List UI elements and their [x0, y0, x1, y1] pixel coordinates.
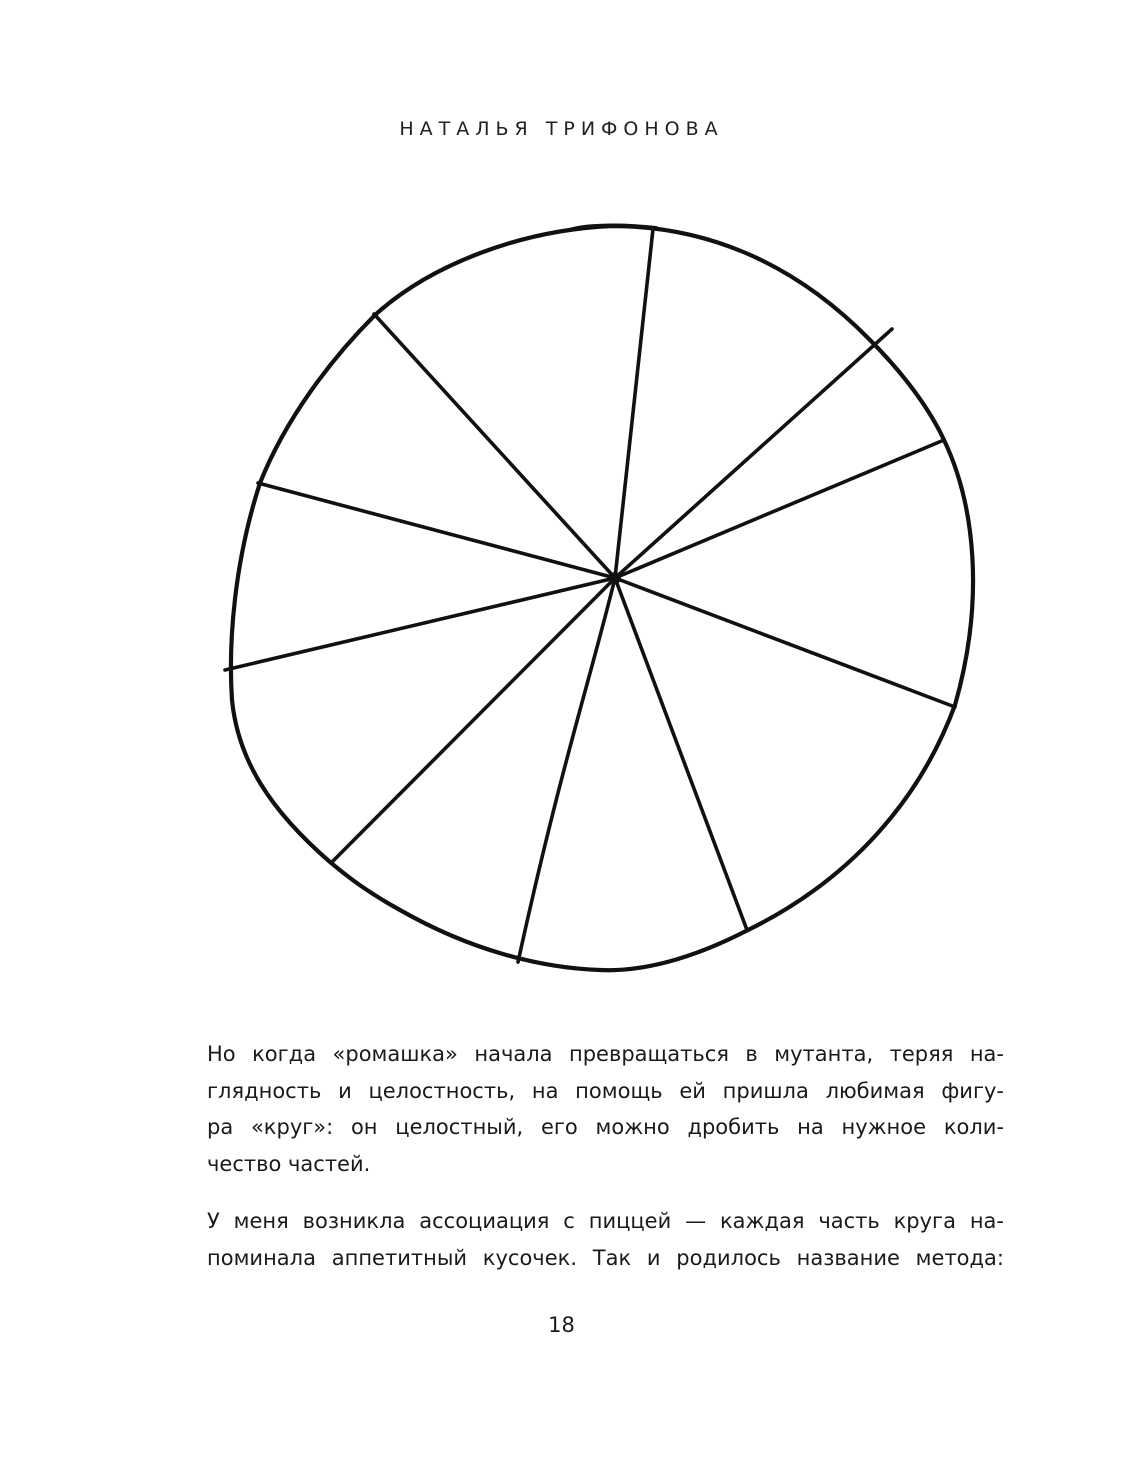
- spoke-top: [615, 229, 653, 578]
- paragraph-line: чество частей.: [207, 1151, 371, 1176]
- paragraph-line: У меня возникла ассоциация с пиццей — каждая часть круга на-: [207, 1209, 1004, 1233]
- spoke-left-lower: [225, 578, 615, 670]
- spoke-bottom-right: [615, 578, 747, 930]
- running-header: НАТАЛЬЯ ТРИФОНОВА: [399, 118, 724, 140]
- spoke-left-upper: [258, 483, 615, 578]
- paragraph-1: [207, 1036, 1004, 1182]
- spoke-bottom: [518, 578, 615, 962]
- hand-drawn-circle-icon: [225, 226, 973, 971]
- spoke-bottom-left: [331, 578, 615, 863]
- spoke-right-upper: [615, 440, 944, 578]
- spoke-right-lower: [615, 578, 955, 707]
- page-number: 18: [548, 1313, 575, 1337]
- center-dot: [609, 572, 621, 584]
- circle-outline: [231, 226, 973, 970]
- spokes: [225, 229, 955, 962]
- spoke-top-left: [374, 314, 615, 578]
- paragraph-line: глядность и целостность, на помощь ей пришла любимая фигу-: [207, 1078, 1004, 1103]
- paragraph-2: [207, 1203, 1004, 1276]
- paragraph-line: ра «круг»: он целостный, его можно дробить на нужное коли-: [207, 1115, 1004, 1139]
- spoke-top-right: [615, 329, 892, 578]
- paragraph-line: Но когда «ромашка» начала превращаться в мутанта, теряя на-: [207, 1042, 1004, 1066]
- paragraph-line: поминала аппетитный кусочек. Так и родилось название метода:: [207, 1245, 1004, 1270]
